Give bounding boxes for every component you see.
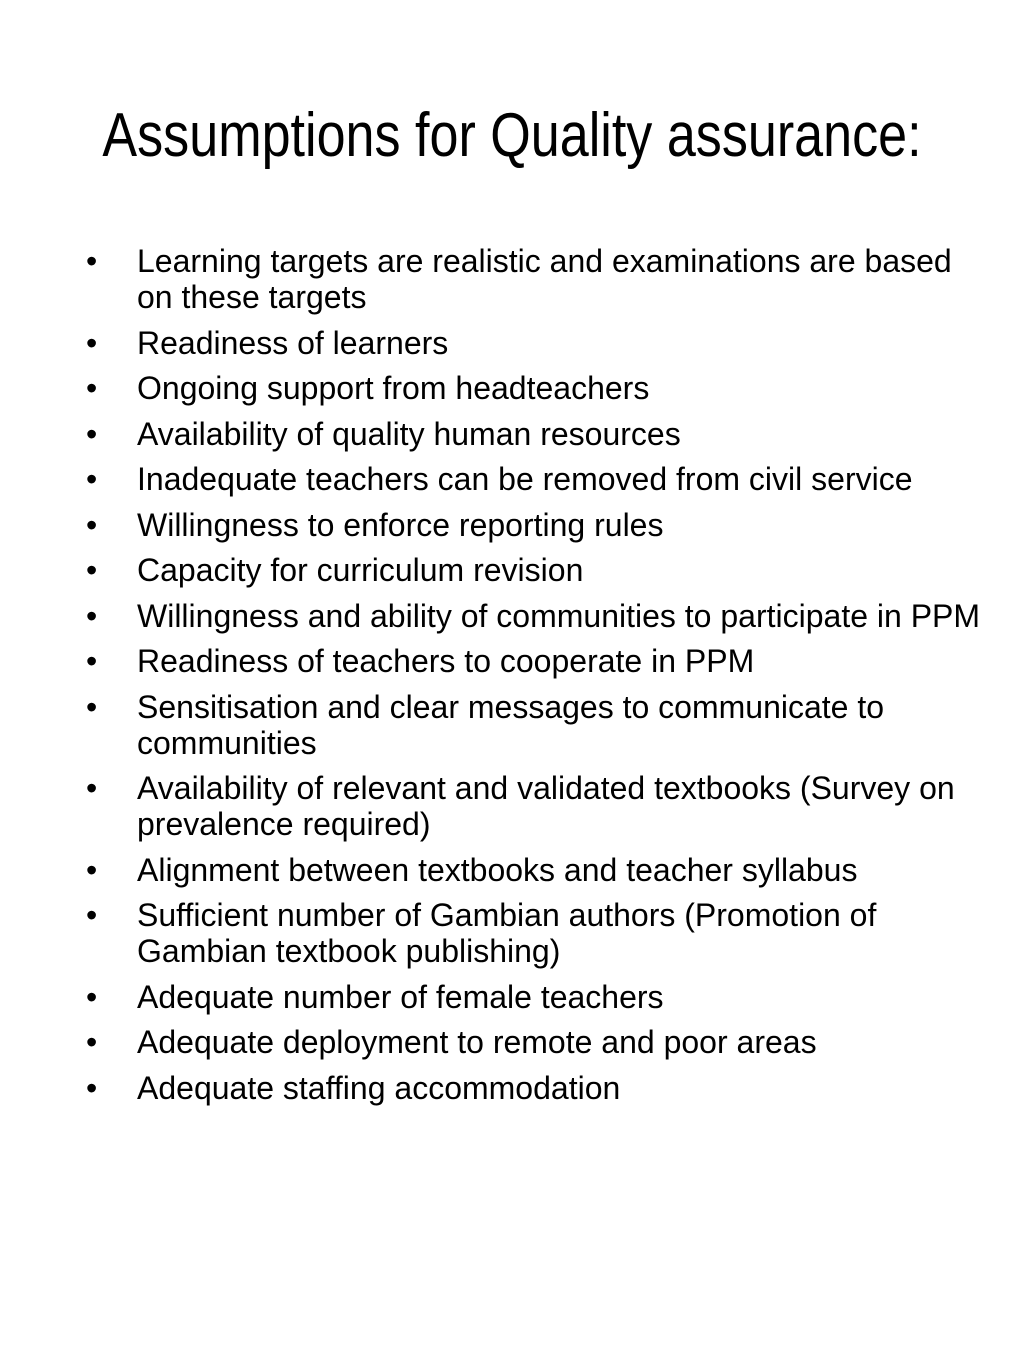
- bullet-text: Adequate number of female teachers: [137, 978, 664, 1015]
- bullet-icon: •: [86, 978, 98, 1015]
- bullet-text: Ongoing support from headteachers: [137, 370, 650, 406]
- bullet-item: [0, 1070, 1024, 1106]
- bullet-icon: •: [86, 415, 98, 452]
- bullet-icon: •: [86, 688, 98, 725]
- bullet-text: Readiness of teachers to cooperate in PPM: [137, 643, 755, 679]
- bullet-text: Readiness of learners: [137, 324, 449, 361]
- bullet-text: Inadequate teachers can be removed from civil service: [137, 461, 913, 497]
- bullet-icon: •: [86, 243, 98, 279]
- bullet-list: [0, 243, 1024, 1115]
- slide-title: Assumptions for Quality assurance:: [102, 101, 922, 170]
- bullet-item: [0, 897, 1024, 969]
- bullet-text: Availability of quality human resources: [137, 415, 681, 452]
- bullet-icon: •: [86, 1024, 98, 1060]
- bullet-item: [0, 552, 1024, 588]
- bullet-text: Alignment between textbooks and teacher syllabus: [137, 851, 858, 888]
- bullet-icon: •: [86, 461, 98, 497]
- bullet-item: [0, 507, 1024, 543]
- bullet-item: [0, 416, 1024, 452]
- bullet-item: [0, 689, 1024, 761]
- bullet-icon: •: [86, 506, 98, 543]
- bullet-icon: •: [86, 370, 98, 406]
- bullet-item: [0, 643, 1024, 679]
- bullet-item: [0, 979, 1024, 1015]
- bullet-icon: •: [86, 770, 98, 806]
- bullet-text: Availability of relevant and validated textbooks (Survey on prevalence required): [137, 770, 955, 842]
- bullet-item: [0, 461, 1024, 497]
- bullet-icon: •: [86, 643, 98, 679]
- bullet-item: [0, 770, 1024, 842]
- bullet-item: [0, 598, 1024, 634]
- bullet-text: Learning targets are realistic and examinations are based on these targets: [137, 243, 952, 315]
- bullet-item: [0, 370, 1024, 406]
- bullet-icon: •: [86, 597, 98, 634]
- bullet-text: Capacity for curriculum revision: [137, 552, 584, 588]
- bullet-icon: •: [86, 897, 98, 933]
- bullet-text: Adequate deployment to remote and poor areas: [137, 1024, 817, 1060]
- bullet-text: Sufficient number of Gambian authors (Promotion of Gambian textbook publishing): [137, 897, 877, 969]
- bullet-text: Willingness and ability of communities to participate in PPM: [137, 597, 981, 634]
- bullet-icon: •: [86, 552, 98, 588]
- bullet-item: [0, 1024, 1024, 1060]
- bullet-text: Willingness to enforce reporting rules: [137, 506, 664, 543]
- bullet-text: Adequate staffing accommodation: [137, 1069, 621, 1106]
- bullet-icon: •: [86, 324, 98, 361]
- bullet-item: [0, 852, 1024, 888]
- bullet-icon: •: [86, 851, 98, 888]
- bullet-item: [0, 325, 1024, 361]
- bullet-icon: •: [86, 1069, 98, 1106]
- bullet-text: Sensitisation and clear messages to communicate to communities: [137, 688, 885, 761]
- bullet-item: [0, 243, 1024, 315]
